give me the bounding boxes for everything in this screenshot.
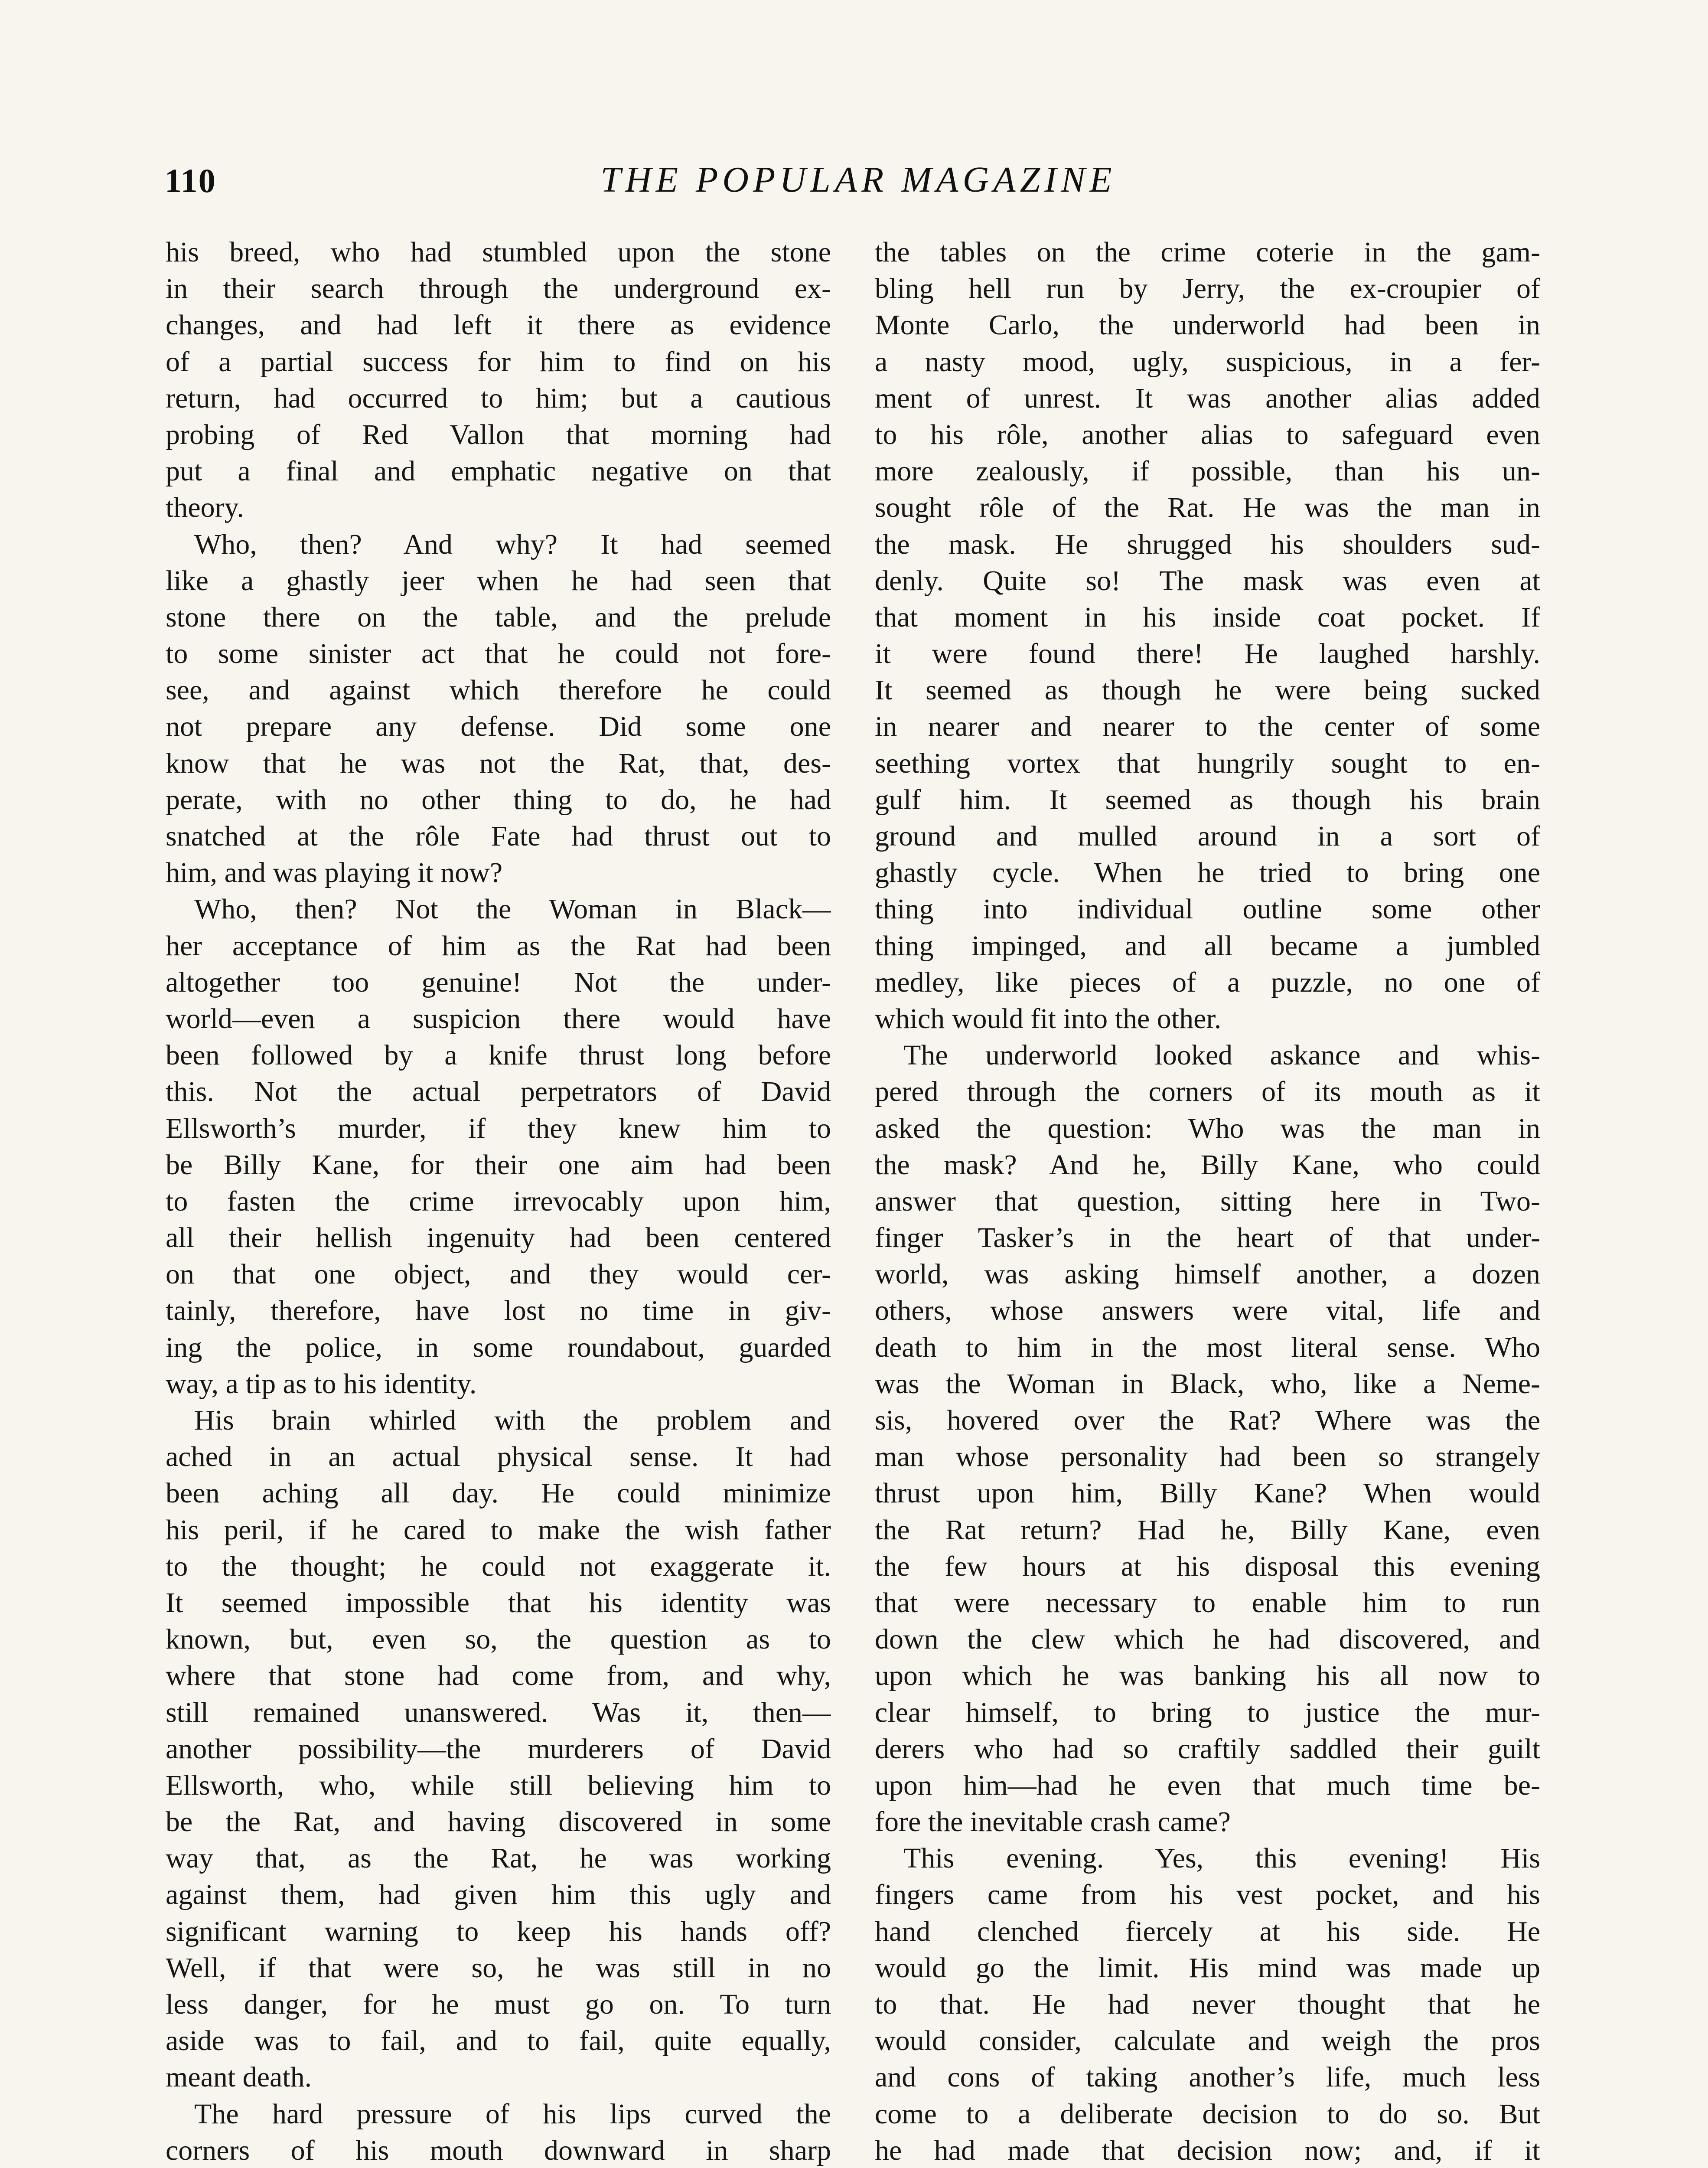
text-line: aside was to fail, and to fail, quite equally, <box>166 2025 831 2057</box>
text-line: him, and was playing it now? <box>166 857 503 889</box>
text-line: This evening. Yes, this evening! His <box>903 1842 1540 1874</box>
text-line: come to a deliberate decision to do so. But <box>875 2098 1540 2130</box>
text-line: still remained unanswered. Was it, then— <box>166 1696 831 1728</box>
text-line: known, but, even so, the question as to <box>166 1623 831 1655</box>
text-line: world, was asking himself another, a dozen <box>875 1258 1540 1290</box>
text-line: Who, then? And why? It had seemed <box>194 528 831 560</box>
text-line: Monte Carlo, the underworld had been in <box>875 309 1540 341</box>
text-line: meant death. <box>166 2061 312 2093</box>
text-line: sought rôle of the Rat. He was the man in <box>875 492 1540 524</box>
text-line: significant warning to keep his hands off? <box>166 1915 831 1947</box>
text-line: would consider, calculate and weigh the pros <box>875 2025 1540 2057</box>
text-line: The underworld looked askance and whis- <box>903 1039 1540 1071</box>
page-header <box>165 161 1552 205</box>
text-line: It seemed as though he were being sucked <box>875 674 1540 706</box>
text-line: gulf him. It seemed as though his brain <box>875 784 1540 816</box>
text-line: in their search through the underground ex- <box>166 273 831 305</box>
text-line: asked the question: Who was the man in <box>875 1112 1540 1144</box>
text-line: down the clew which he had discovered, and <box>875 1623 1540 1655</box>
text-column-right <box>875 234 1540 2168</box>
text-line: of a partial success for him to find on his <box>166 346 831 378</box>
text-line: it were found there! He laughed harshly. <box>875 638 1540 670</box>
text-line: ached in an actual physical sense. It had <box>166 1441 831 1473</box>
text-column-left <box>166 234 831 2168</box>
text-line: this. Not the actual perpetrators of David <box>166 1076 831 1108</box>
text-line: know that he was not the Rat, that, des- <box>166 747 831 779</box>
text-line: Ellsworth, who, while still believing him to <box>166 1769 831 1801</box>
text-line: It seemed impossible that his identity was <box>166 1587 831 1619</box>
text-line: been followed by a knife thrust long before <box>166 1039 831 1071</box>
text-line: been aching all day. He could minimize <box>166 1477 831 1509</box>
text-line: against them, had given him this ugly and <box>166 1879 831 1911</box>
text-line: on that one object, and they would cer- <box>166 1258 831 1290</box>
text-line: bling hell run by Jerry, the ex-croupier of <box>875 273 1540 305</box>
text-line: like a ghastly jeer when he had seen that <box>166 565 831 597</box>
text-line: her acceptance of him as the Rat had been <box>166 930 831 962</box>
text-line: which would fit into the other. <box>875 1002 1222 1035</box>
text-line: world—even a suspicion there would have <box>166 1002 831 1035</box>
text-line: fore the inevitable crash came? <box>875 1806 1231 1838</box>
text-line: ghastly cycle. When he tried to bring one <box>875 857 1540 889</box>
text-line: hand clenched fiercely at his side. He <box>875 1915 1540 1947</box>
text-line: stone there on the table, and the prelude <box>166 601 831 633</box>
text-line: The hard pressure of his lips curved the <box>194 2098 831 2130</box>
text-line: was the Woman in Black, who, like a Neme- <box>875 1368 1540 1400</box>
text-line: altogether too genuine! Not the under- <box>166 966 831 998</box>
text-line: the mask? And he, Billy Kane, who could <box>875 1149 1540 1181</box>
text-line: ground and mulled around in a sort of <box>875 820 1540 852</box>
text-line: denly. Quite so! The mask was even at <box>875 565 1540 597</box>
text-line: sis, hovered over the Rat? Where was the <box>875 1404 1540 1436</box>
text-line: be Billy Kane, for their one aim had been <box>166 1149 831 1181</box>
text-line: and cons of taking another’s life, much less <box>875 2061 1540 2093</box>
text-line: his breed, who had stumbled upon the stone <box>166 236 831 268</box>
text-line: the Rat return? Had he, Billy Kane, even <box>875 1514 1540 1546</box>
text-line: thing into individual outline some other <box>875 893 1540 925</box>
text-line: changes, and had left it there as evidence <box>166 309 831 341</box>
text-line: upon him—had he even that much time be- <box>875 1769 1540 1801</box>
text-line: finger Tasker’s in the heart of that under- <box>875 1222 1540 1254</box>
text-line: the tables on the crime coterie in the gam- <box>875 236 1540 268</box>
text-line: to some sinister act that he could not fore- <box>166 638 831 670</box>
text-line: put a final and emphatic negative on that <box>166 455 831 487</box>
text-line: way, a tip as to his identity. <box>166 1368 477 1400</box>
text-line: man whose personality had been so strangely <box>875 1441 1540 1473</box>
text-line: Well, if that were so, he was still in no <box>166 1952 831 1984</box>
text-line: another possibility—the murderers of David <box>166 1733 831 1765</box>
text-line: thrust upon him, Billy Kane? When would <box>875 1477 1540 1509</box>
text-line: corners of his mouth downward in sharp <box>166 2134 831 2166</box>
text-line: seething vortex that hungrily sought to en- <box>875 747 1540 779</box>
text-line: all their hellish ingenuity had been centered <box>166 1222 831 1254</box>
text-line: that were necessary to enable him to run <box>875 1587 1540 1619</box>
text-line: snatched at the rôle Fate had thrust out to <box>166 820 831 852</box>
text-line: that moment in his inside coat pocket. If <box>875 601 1540 633</box>
text-line: see, and against which therefore he could <box>166 674 831 706</box>
text-line: death to him in the most literal sense. Who <box>875 1331 1540 1363</box>
text-line: fingers came from his vest pocket, and his <box>875 1879 1540 1911</box>
text-line: not prepare any defense. Did some one <box>166 711 831 743</box>
text-line: answer that question, sitting here in Two- <box>875 1185 1540 1217</box>
running-title: THE POPULAR MAGAZINE <box>600 160 1116 200</box>
text-line: the few hours at his disposal this evening <box>875 1550 1540 1582</box>
text-line: less danger, for he must go on. To turn <box>166 1988 831 2020</box>
text-line: perate, with no other thing to do, he had <box>166 784 831 816</box>
text-line: theory. <box>166 492 244 524</box>
text-line: he had made that decision now; and, if it <box>875 2134 1540 2166</box>
text-line: others, whose answers were vital, life and <box>875 1295 1540 1327</box>
text-line: upon which he was banking his all now to <box>875 1660 1540 1692</box>
text-line: would go the limit. His mind was made up <box>875 1952 1540 1984</box>
text-line: the mask. He shrugged his shoulders sud- <box>875 528 1540 560</box>
text-line: in nearer and nearer to the center of some <box>875 711 1540 743</box>
text-line: ment of unrest. It was another alias added <box>875 382 1540 414</box>
text-line: thing impinged, and all became a jumbled <box>875 930 1540 962</box>
text-line: more zealously, if possible, than his un- <box>875 455 1540 487</box>
text-line: where that stone had come from, and why, <box>166 1660 831 1692</box>
text-line: return, had occurred to him; but a cautious <box>166 382 831 414</box>
text-line: to the thought; he could not exaggerate it. <box>166 1550 831 1582</box>
text-line: a nasty mood, ugly, suspicious, in a fer- <box>875 346 1540 378</box>
text-line: way that, as the Rat, he was working <box>166 1842 831 1874</box>
text-line: clear himself, to bring to justice the mur- <box>875 1696 1540 1728</box>
text-line: derers who had so craftily saddled their guilt <box>875 1733 1540 1765</box>
text-line: probing of Red Vallon that morning had <box>166 418 831 451</box>
text-line: to that. He had never thought that he <box>875 1988 1540 2020</box>
text-line: his peril, if he cared to make the wish father <box>166 1514 831 1546</box>
text-line: tainly, therefore, have lost no time in giv- <box>166 1295 831 1327</box>
text-line: His brain whirled with the problem and <box>194 1404 831 1436</box>
text-line: to fasten the crime irrevocably upon him, <box>166 1185 831 1217</box>
text-line: Ellsworth’s murder, if they knew him to <box>166 1112 831 1144</box>
text-line: pered through the corners of its mouth as it <box>875 1076 1540 1108</box>
text-line: be the Rat, and having discovered in some <box>166 1806 831 1838</box>
text-line: medley, like pieces of a puzzle, no one of <box>875 966 1540 998</box>
text-line: Who, then? Not the Woman in Black— <box>194 893 831 925</box>
page-number: 110 <box>165 162 216 199</box>
text-line: to his rôle, another alias to safeguard even <box>875 418 1540 451</box>
text-line: ing the police, in some roundabout, guarded <box>166 1331 831 1363</box>
